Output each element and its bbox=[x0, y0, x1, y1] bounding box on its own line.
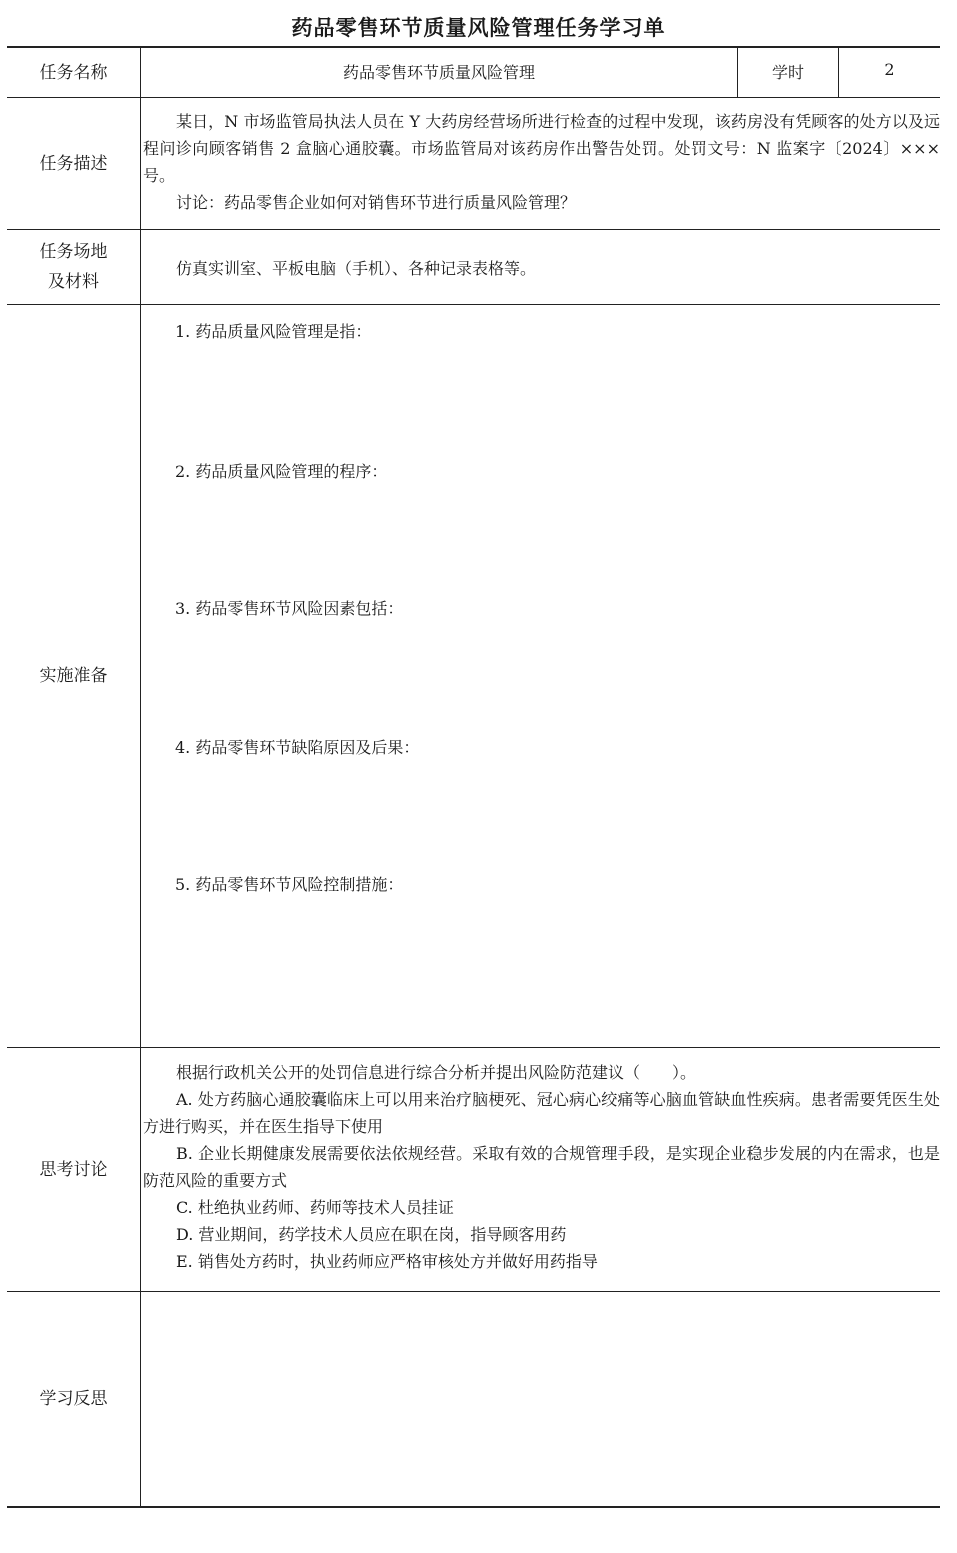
table-bottom-rule bbox=[7, 1506, 940, 1508]
reflection-label: 学习反思 bbox=[39, 1389, 108, 1409]
venue-text: 仿真实训室、平板电脑（手机）、各种记录表格等。 bbox=[176, 259, 537, 278]
table-top-rule bbox=[7, 46, 940, 48]
page-title: 药品零售环节质量风险管理任务学习单 bbox=[291, 16, 666, 40]
preparation-item: 4. 药品零售环节缺陷原因及后果： bbox=[175, 738, 420, 757]
row-divider bbox=[7, 97, 940, 98]
row-divider bbox=[7, 1047, 940, 1048]
task-discussion-question: 讨论：药品零售企业如何对销售环节进行质量风险管理？ bbox=[176, 193, 577, 212]
venue-label-line1: 任务场地 bbox=[39, 242, 108, 262]
preparation-item: 1. 药品质量风险管理是指： bbox=[175, 322, 372, 341]
label-column-divider bbox=[140, 47, 141, 1506]
reflection-answer-area[interactable] bbox=[141, 1292, 940, 1506]
discussion-option-a: A. 处方药脑心通胶囊临床上可以用来治疗脑梗死、冠心病心绞痛等心脑血管缺血性疾病。患者需要凭医生处方进行购买，并在医生指导下使用 bbox=[143, 1090, 940, 1136]
preparation-item: 2. 药品质量风险管理的程序： bbox=[175, 462, 388, 481]
discussion-option-e: E. 销售处方药时，执业药师应严格审核处方并做好用药指导 bbox=[176, 1252, 598, 1271]
hours-label: 学时 bbox=[771, 63, 804, 82]
discussion-option-b: B. 企业长期健康发展需要依法依规经营。采取有效的合规管理手段，是实现企业稳步发展的内在需求，也是防范风险的重要方式 bbox=[143, 1144, 940, 1190]
discussion-label: 思考讨论 bbox=[39, 1159, 108, 1180]
discussion-text bbox=[143, 1059, 940, 1275]
preparation-item: 3. 药品零售环节风险因素包括： bbox=[175, 599, 404, 618]
venue-label-line2: 及材料 bbox=[48, 272, 99, 292]
row-divider bbox=[7, 304, 940, 305]
venue-label bbox=[7, 230, 140, 304]
task-description-text bbox=[143, 108, 940, 216]
discussion-option-c: C. 杜绝执业药师、药师等技术人员挂证 bbox=[176, 1198, 454, 1217]
task-name-value: 药品零售环节质量风险管理 bbox=[342, 63, 535, 82]
preparation-label: 实施准备 bbox=[39, 666, 108, 686]
task-description-label: 任务描述 bbox=[39, 153, 108, 174]
task-name-label: 任务名称 bbox=[39, 62, 108, 83]
discussion-option-d: D. 营业期间，药学技术人员应在职在岗，指导顾客用药 bbox=[176, 1225, 567, 1244]
row-divider bbox=[7, 229, 940, 230]
task-description-paragraph: 某日，N 市场监管局执法人员在 Y 大药房经营场所进行检查的过程中发现，该药房没有凭顾客的处方以及远程问诊向顾客销售 2 盒脑心通胶囊。市场监管局对该药房作出警告处罚。处罚文号：N 监案字〔2024〕××× 号。 bbox=[143, 112, 940, 185]
discussion-question: 根据行政机关公开的处罚信息进行综合分析并提出风险防范建议（ ）。 bbox=[176, 1063, 697, 1082]
preparation-item: 5. 药品零售环节风险控制措施： bbox=[175, 875, 404, 894]
hours-value: 2 bbox=[884, 60, 895, 79]
